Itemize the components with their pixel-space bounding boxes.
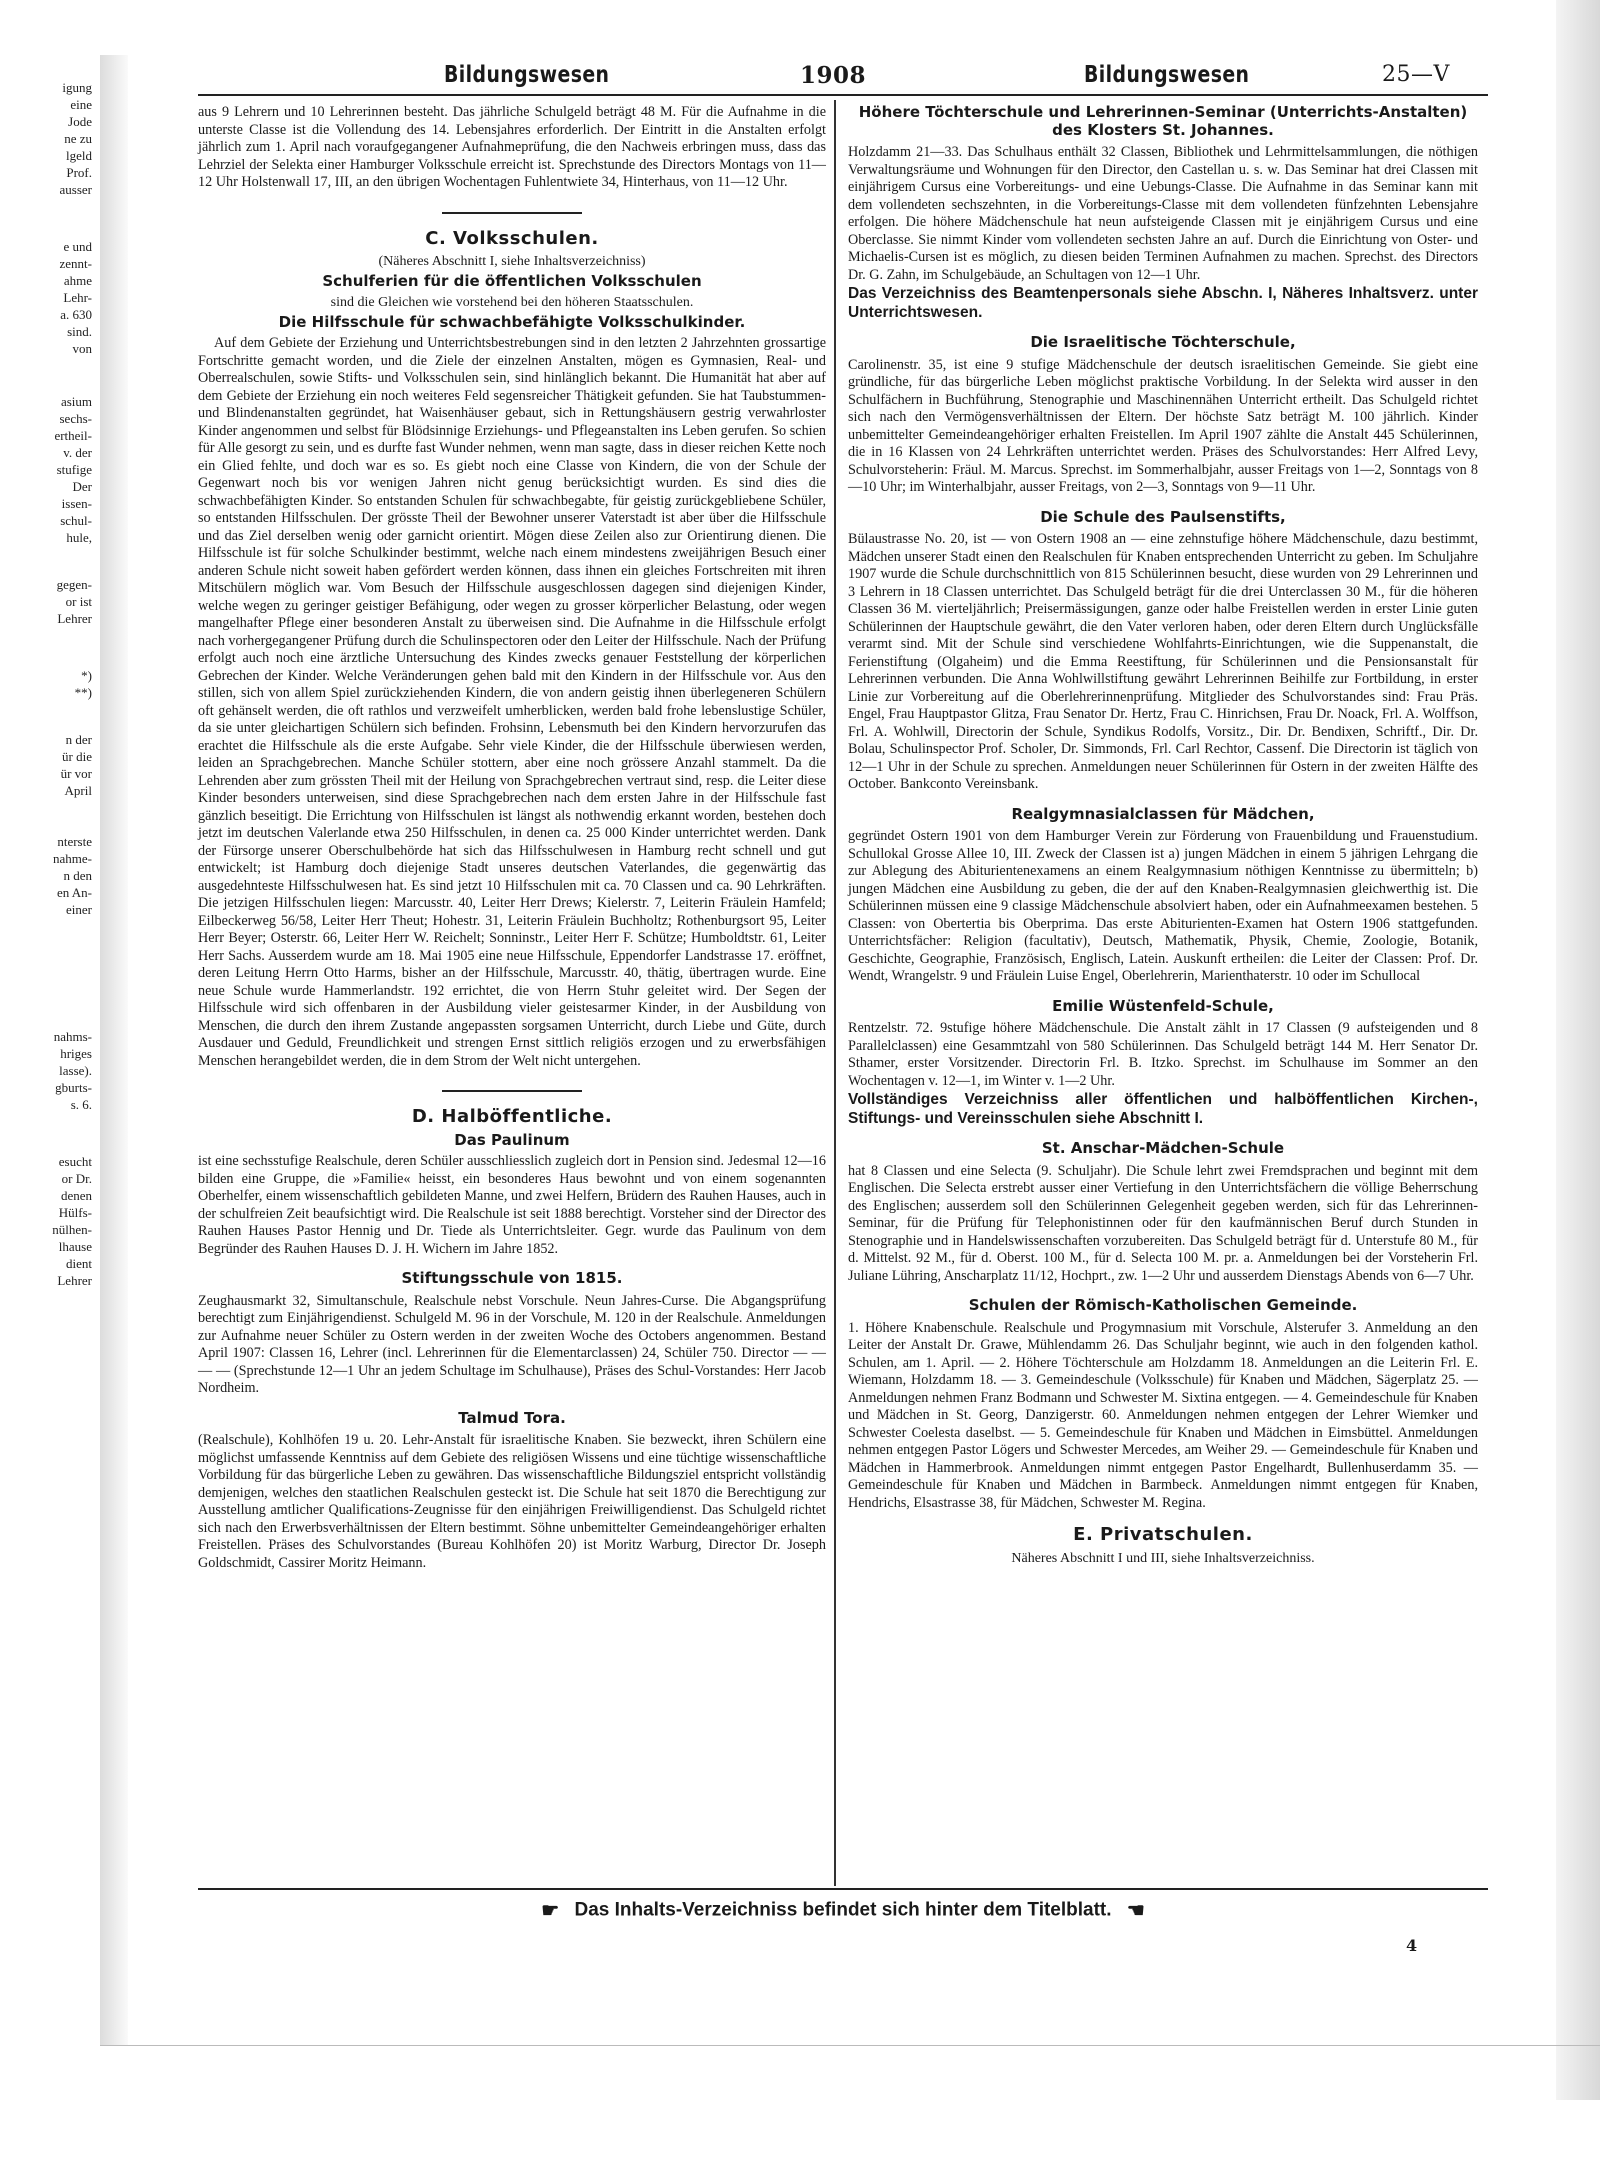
- ferien-note: sind die Gleichen wie vorstehend bei den höheren Staatsschulen.: [330, 295, 694, 310]
- previous-page-text-fragment: hule,: [66, 530, 92, 545]
- header-page-ref: 25—V: [1382, 62, 1450, 87]
- previous-page-text-fragment: issen-: [61, 496, 92, 511]
- previous-page-text-fragment: denen: [60, 1188, 92, 1203]
- wuestenfeld-heading: Emilie Wüstenfeld-Schule,: [1052, 996, 1274, 1015]
- previous-page-text-fragment: Hülfs-: [58, 1205, 92, 1220]
- section-d-heading: D. Halböffentliche.: [411, 1106, 613, 1127]
- anschar-heading: St. Anschar-Mädchen-Schule: [1041, 1139, 1285, 1157]
- gutter-shadow: [100, 55, 128, 2045]
- previous-page-text-fragment: Lehrer: [57, 1273, 92, 1288]
- hilfsschule-text: Auf dem Gebiete der Erziehung und Unterrichtsbestrebungen sind in den letzten 2 Jahrzehnten grossartige Fortschritte gemacht worden, und die Ziele der einzelnen Anstalten, mögen es Gymnasien, Real- und Oberrealschulen, sowie Stifts- und Volksschulen sein, sind hinlänglich bekannt. Die Humanität hat aber auf dem Gebiete der Erziehung ein noch weiteres Feld segensreicher Thätigkeit gefunden. Sie hat Taubstummen- und Blindenanstalten gegründet, hat Waisenhäuser gebaut, sich in Rettungshäusern gestrig verwahrloster Kinder angenommen und selbst für Blödsinnige Erziehungs- und Pflegeanstalten ins Leben gerufen. So schien für Alle gesorgt zu sein, und es durfte fast Wunder nehmen, wenn man sagte, dass in dieser reichen Kette noch ein Glied fehlte, und doch war es so. Es giebt noch eine Classe von Kindern, die von der Schule der Gegenwart noch bis vor wenigen Jahren nicht genug berücksichtigt wurden. Es sind dies die schwachbefähigten Kinder. So entstanden Schulen für schwachbegabte, für geistig zurückgebliebene Schüler, so entstanden Hilfsschulen. Der grösste Theil der Bewohner unserer Vaterstadt ist aber über die Hilfsschule und das Ziel derselben wenig oder garnicht orientirt. Mögen diese Zeilen also zur Orientirung dienen. Die Hilfsschule ist für solche Schulkinder bestimmt, welche nach einem mindestens zweijährigen Besuch einer anderen Schule nicht soweit haben gefördert werden können, dass ihnen ein gleiches Fortschreiten mit ihren Mitschülern möglich war. Vom Besuch der Hilfsschule ausgeschlossen dagegen sind diejenigen Kinder, welche wegen zu geringer geistiger Befähigung, oder wegen zu grosser körperlicher Belastung, oder wegen mangelhafter Pflege einer besonderen Anstalt zu überweisen sind. Die Aufnahme in die Hilfsschule erfolgt nach vorhergegangener Prüfung durch die Schulinspectoren oder den Leiter der Hilfsschule. Nach der Prüfung erfolgt auch noch eine ärztliche Untersuchung des Kindes zwecks genauer Feststellung der körperlichen Gebrechen der Kinder. Welche Veränderungen gehen bald mit den Kindern in der Hilfsschule vor. Aus den stillen, sich von allem Spiel zurückziehenden Kindern, die von andern geistig ihnen überlegeneren Schülern oft gehänselt werden, die oft rathlos und verzweifelt umherblicken, werden bald frohe lebenslustige Schüler, da sie unter gleichartigen Schülern sich befinden. Frohsinn, Lebensmuth bei den Kindern hervorzurufen das erachtet die Hilfsschule als die erste Aufgabe. Sehr viele Kinder, die der Hilfsschule überwiesen werden, leiden an Sprachgebrechen. Manche Schüler stottern, aber eine noch grössere Anzahl stammelt. Da die Lehrenden aber zum grössten Theil mit der Heilung von Sprachgebrechen vertraut sind, resp. die Leiter diese Kinder besonders unterweisen, sind diese Sprachgebrechen nach dem ersten Jahre in der Hilfsschule fast gänzlich beseitigt. Die Errichtung von Hilfsschulen ist längst als nothwendig erkannt worden, bestehen doch jetzt im deutschen Valerlande etwa 250 Hilfsschulen, in denen ca. 25 000 Kinder unterrichtet werden. Dank der Fürsorge unserer Oberschulbehörde hat sich das Hilfsschulwesen in Hamburg recht schnell und gut entwickelt; ist Hamburg doch diejenige Stadt unseres deutschen Vaterlandes, die gegenwärtig das ausgedehnteste Hilfsschulwesen hat. Es sind jetzt 10 Hilfsschulen mit ca. 70 Classen und ca. 90 Lehrkräften. Die jetzigen Hilfsschulen liegen: Marcusstr. 40, Leiter Herr Drews; Kielerstr. 7, Leiterin Fräulein Hamfeld; Eilbeckerweg 56/58, Leiter Herr Theut; Hohestr. 31, Leiterin Fräulein Buchholtz; Rothenburgsort 95, Leiter Herr Beyer; Osterstr. 66, Leiter Herr W. Reichelt; Sonninstr., Leiter Herr F. Schütze; Humboldtstr. 61, Leiter Herr Sachs. Ausserdem wurde am 18. Mai 1905 eine neue Hilfsschule, Eppendorfer Landstrasse 17. eröffnet, deren Leitung Herrn Otto Harms, bisher an der Hilfsschule, Marcusstr. 40, thätig, übertragen wurde. Eine neue Schule wurde Hammerlandstr. 192 errichtet, die von Herrn Stuhr geleitet wird. Der Segen der Hilfsschule wird sich offenbaren in der Ausbildung vieler geistesarmer Kinder, in der Ausbildung von Menschen, die durch den ihrem Zustande angepassten sorgsamen Unterricht, durch Liebe und Güte, durch Ausdauer und Geduld, Freundlichkeit und strengen Ernst sittlich religiös erzogen und zu erwerbsfähigen Menschen herangebildet werden, die in dem Strom der Welt nicht untergehen.: [198, 335, 826, 1069]
- paulsenstift-text: Bülaustrasse No. 20, ist — von Ostern 1908 an — eine zehnstufige höhere Mädchenschule, dazu bestimmt, Mädchen unserer Stadt einen den Realschulen für Knaben entsprechenden Unterricht zu geben. Im Schuljahre 1907 wurde die Schule durchschnittlich von 815 Schülerinnen besucht, diese wurden von 29 Lehrerinnen und 3 Lehrern in 18 Classen unterrichtet. Das Schulgeld beträgt für die drei Unterclassen 30 M., für die höheren Classen 36 M. vierteljährlich; Preisermässigungen, ganze oder halbe Freistellen werden in erster Linie guten Schülerinnen der Hauptschule gewährt, die den Vater verloren haben, oder deren Eltern durch Unglücksfälle verarmt sind. Mit der Schule sind verschiedene Wohlfahrts-Einrichtungen, wie die Suppenanstalt, die Ferienstiftung (Olgaheim) und die Emma Reestiftung, für Schülerinnen und die Pensionsanstalt für Lehrerinnen verbunden. Die Anna Wohlwillstiftung gewährt Lehrerinnen Beihilfe zur Fortbildung, in erster Linie zur Vorbereitung auf die Oberlehrerinnenprüfung. Mitglieder des Schulvorstandes sind: Frau Präs. Engel, Frau Hauptpastor Glitza, Frau Senator Dr. Hertz, Frau C. Hinrichsen, Frau Dr. Noack, Frl. A. Wolffson, Frl. A. Wohlwill, Directorin der Schule, Syndikus Rodolfs, Vorsitz., Dir. Dr. Bendixen, Schriftf., Dir. Dr. Bolau, Schulinspector Prof. Scholer, Dr. Simmonds, Frl. Carl Rechtor, Cassenf. Die Directorin ist täglich von 12—1 Uhr in der Schule zu sprechen. Anmeldungen neuer Schülerinnen für Ostern in der zweiten Hälfte des October. Bankconto Vereinsbank.: [848, 531, 1478, 792]
- previous-page-text-fragment: lgeld: [66, 148, 92, 163]
- header-rule: [198, 94, 1488, 96]
- section-e-note: Näheres Abschnitt I und III, siehe Inhaltsverzeichniss.: [1011, 1550, 1315, 1566]
- realgymnasial-heading: Realgymnasialclassen für Mädchen,: [1011, 804, 1315, 823]
- previous-page-text-fragment: von: [72, 341, 92, 356]
- johannes-text: Holzdamm 21—33. Das Schulhaus enthält 32 Classen, Bibliothek und Lehrmittelsammlungen, die nöthigen Verwaltungsräume und Wohnungen für den Director, den Castellan u. s. w. Das Seminar hat drei Classen mit einjährigem Cursus eine Vorbereitungs- und eine Uebungs-Classe. Die Aufnahme in das Seminar kann mit dem vollendeten sechszehnten, in die Vorbereitungs-Classe mit dem vollendeten fünfzehnten Lebensjahre erfolgen. Die höhere Mädchenschule hat neun aufsteigende Classen mit je einjährigem Cursus und eine Oberclasse. Sie nimmt Kinder vom vollendeten sechsten Jahre an auf. Durch die Einrichtung von Oster- und Michaelis-Cursen ist es möglich, zu diesen beiden Terminen Aufnahmen zu machen. Sprechst. des Directors Dr. G. Zahn, im Schulgebäude, an Schultagen von 12—1 Uhr.: [848, 144, 1478, 283]
- scan-bottom-edge: [100, 2045, 1600, 2046]
- intro-paragraph: aus 9 Lehrern und 10 Lehrerinnen besteht. Das jährliche Schulgeld beträgt 48 M. Für die Aufnahme in die unterste Classe ist die Vollendung des 14. Lebensjahres erforderlich. Der Eintritt in die Anstalten erfolgt jährlich zum 1. April nach voraufgegangener Aufnahmeprüfung, die den Nachweis erbringen muss, dass das Lehrziel der Selekta einer Hamburger Volksschule erreicht ist. Sprechstunde des Directors Montags von 11—12 Uhr Holstenwall 17, III, an den übrigen Wochentagen Fuhlentwiete 34, Hinterhaus, von 11—12 Uhr.: [198, 104, 826, 190]
- complete-list-notice: Vollständiges Verzeichniss aller öffentlichen und halböffentlichen Kirchen-, Stiftungs- und Vereinsschulen siehe Abschnitt I.: [848, 1091, 1478, 1127]
- talmud-tora-text: (Realschule), Kohlhöfen 19 u. 20. Lehr-Anstalt für israelitische Knaben. Sie bezweckt, ihren Schülern eine möglichst umfassende Kenntniss auf dem Gebiete des religiösen Wissens und eine tüchtige wissenschaftliche Vorbildung für das bürgerliche Leben zu gewähren. Das wissenschaftliche Bildungsziel entspricht vollständig demjenigen, welches den staatlichen Realschulen gesteckt ist. Die Schule hat seit 1870 die Berechtigung zur Ausstellung amtlicher Qualifications-Zeugnisse für den einjährigen Freiwilligendienst. Das Schulgeld richtet sich nach den Erwerbsverhältnissen der Eltern bestimmt. Söhne unbemittelter Gemeindeangehöriger erhalten Freistellen. Präses des Schulvorstandes (Bureau Kohlhöfen 20) ist Moritz Warburg, Director Dr. Joseph Goldschmidt, Cassirer Moritz Heimann.: [198, 1432, 826, 1571]
- previous-page-text-fragment: nülhen-: [52, 1222, 92, 1237]
- previous-page-text-fragment: v. der: [63, 445, 92, 460]
- section-e-heading: E. Privatschulen.: [1073, 1524, 1253, 1545]
- left-column: [198, 104, 826, 1572]
- previous-page-text-fragment: igung: [62, 80, 92, 95]
- previous-page-text-fragment: n den: [63, 868, 92, 883]
- footer-notice: [198, 1888, 1488, 1924]
- ferien-heading: Schulferien für die öffentlichen Volksschulen: [322, 271, 702, 290]
- previous-page-text-fragment: n der: [65, 732, 92, 747]
- section-c-note: (Näheres Abschnitt I, siehe Inhaltsverzeichniss): [378, 254, 646, 269]
- previous-page-text-fragment: Lehrer: [57, 611, 92, 626]
- header-right-title: Bildungswesen: [1084, 62, 1250, 88]
- header-left-title: Bildungswesen: [444, 62, 610, 88]
- previous-page-text-fragment: gegen-: [56, 577, 92, 592]
- previous-page-text-fragment: en An-: [56, 885, 92, 900]
- hilfsschule-heading: Die Hilfsschule für schwachbefähigte Volksschulkinder.: [278, 312, 746, 331]
- previous-page-text-fragment: e und: [63, 239, 92, 254]
- previous-page-text-fragment: ür die: [62, 749, 92, 764]
- talmud-tora-heading: Talmud Tora.: [458, 1408, 566, 1427]
- page-number: 4: [1406, 1936, 1418, 1955]
- previous-page-text-fragment: April: [64, 783, 92, 798]
- israel-text: Carolinenstr. 35, ist eine 9 stufige Mädchenschule der deutsch israelitischen Gemeinde. Sie giebt eine gründliche, für das bürgerliche Leben möglichst praktische Vorbildung. In der Selekta wird ausser in den Schulfächern in Buchführung, Stenographie und Maschinennähen Unterricht ertheilt. Das Schulgeld richtet sich nach den Vermögensverhältnissen der Eltern. Der höchste Satz beträgt M. 100 jährlich. Kinder unbemittelter Gemeindeangehöriger erhalten Freistellen. Im April 1907 zählte die Anstalt 445 Schülerinnen, die in 16 Klassen von 24 Lehrkräften unterrichtet werden. Präses des Schulvorstandes: Herr Alfred Levy, Schulvorsteherin: Fräul. M. Marcus. Sprechst. im Sommerhalbjahr, ausser Freitags von 1—2, Sonntags von 8—10 Uhr; im Winterhalbjahr, ausser Freitags, von 2—3, Sonntags von 9—11 Uhr.: [848, 356, 1478, 495]
- stiftungsschule-heading: Stiftungsschule von 1815.: [401, 1269, 623, 1287]
- previous-page-text-fragment: Jode: [68, 114, 92, 129]
- previous-page-text-fragment: **): [74, 685, 92, 700]
- previous-page-text-fragment: or Dr.: [61, 1171, 92, 1186]
- previous-page-text-fragment: esucht: [58, 1154, 92, 1169]
- previous-page-text-fragment: asium: [60, 394, 92, 409]
- previous-page-fragment: [0, 55, 102, 2045]
- anschar-text: hat 8 Classen und eine Selecta (9. Schuljahr). Die Schule lehrt zwei Fremdsprachen und beginnt mit dem Englischen. Die Selecta erstrebt ausser einer Vertiefung in den Unterrichtsfächern die völlige Beherrschung des Englischen; ausserdem soll den Schülerinnen Gelegenheit gegeben werden, sich für das Lehrerinnen-Seminar, für die Prüfung für Telephonistinnen oder für den kaufmännischen Beruf durch Stunden in Stenographie und in Handelswissenschaften vorzubereiten. Das Schulgeld beträgt für d. Unterstufe 80 M., für d. Mittelst. 92 M., für d. Oberst. 100 M., für d. Selecta 100 M. pr. a. Anmeldungen bei der Vorsteherin Frl. Juliane Lühring, Anscharplatz 11/12, Hochprt., zw. 1—2 Uhr und ausserdem Dienstags Abends von 6—7 Uhr.: [848, 1162, 1478, 1284]
- previous-page-text-fragment: schul-: [60, 513, 92, 528]
- previous-page-text-fragment: nahms-: [53, 1029, 92, 1044]
- paulinum-text: ist eine sechsstufige Realschule, deren Schüler ausschliesslich zugleich dort in Pension sind. Jedesmal 12—16 bilden eine Gruppe, die »Familie« heisst, ein besonderes Haus bewohnt und von einem sogenannten Oberhelfer, einem wissenschaftlich gebildeten Manne, und zwei Helfern, Brüdern des Rauhen Hauses, auch in der schulfreien Zeit beaufsichtigt wird. Die Realschule ist seit 1888 berechtigt. Vorsteher sind der Director des Rauhen Hauses Pastor Hennig und Dr. Tiede als Unterrichtsleiter. Gegr. wurde das Paulinum von dem Begründer des Rauhen Hauses D. J. H. Wichern im Jahre 1852.: [198, 1153, 826, 1257]
- johannes-heading: Höhere Töchterschule und Lehrerinnen-Seminar (Unterrichts-Anstalten) des Klosters St. Johannes.: [858, 103, 1468, 139]
- pointing-hand-right-icon: ☛: [541, 1900, 560, 1922]
- previous-page-text-fragment: Lehr-: [63, 290, 92, 305]
- previous-page-text-fragment: ne zu: [64, 131, 92, 146]
- previous-page-text-fragment: lhause: [58, 1239, 92, 1254]
- previous-page-text-fragment: ahme: [63, 273, 92, 288]
- column-divider: [834, 100, 836, 1886]
- previous-page-text-fragment: stufige: [56, 462, 92, 477]
- johannes-notice: Das Verzeichniss des Beamtenpersonals siehe Abschn. I, Näheres Inhaltsverz. unter Unterrichtswesen.: [848, 285, 1478, 321]
- previous-page-text-fragment: Prof.: [66, 165, 92, 180]
- pointing-hand-left-icon: ☚: [1126, 1900, 1145, 1922]
- previous-page-text-fragment: dient: [66, 1256, 92, 1271]
- previous-page-text-fragment: lasse).: [59, 1063, 92, 1078]
- previous-page-text-fragment: zennt-: [59, 256, 92, 271]
- page-header: [128, 56, 1488, 92]
- previous-page-text-fragment: a. 630: [60, 307, 92, 322]
- catholic-schools-text: 1. Höhere Knabenschule. Realschule und Progymnasium mit Vorschule, Alsterufer 3. Anmeldung an den Leiter der Anstalt Dr. Grawe, Mühlendamm 26. Das Schuljahr beginnt, wie auch in den folgenden kathol. Schulen, am 1. April. — 2. Höhere Töchterschule am Holzdamm 18. Anmeldungen an die Leiterin Frl. E. Wiemann, Holzdamm 18. — 3. Gemeindeschule (Volksschule) für Knaben und Mädchen, Sägerplatz 25. — Anmeldungen nehmen Franz Bodmann und Schwester M. Sixtina entgegen. — 4. Gemeindeschule für Knaben und Mädchen in St. Georg, Danzigerstr. 60. Anmeldungen nehmen entgegen der Lehrer Wiemker und Schwester Coelesta daselbst. — 5. Gemeindeschule für Knaben und Mädchen in Eimsbüttel. Anmeldungen nehmen entgegen Pastor Lögers und Schwester Mercedes, am Weiher 29. — Gemeindeschule für Knaben und Mädchen in Hammerbrook. Anmeldungen nimmt entgegen Pastor Engelhardt, Bullenhuserdamm 35. — Gemeindeschule für Knaben und Mädchen in Barmbeck. Anmeldungen nimmt entgegen für Knaben, Hendrichs, Elsastrasse 38, für Mädchen, Schwester M. Regina.: [848, 1319, 1478, 1511]
- previous-page-text-fragment: einer: [66, 902, 92, 917]
- section-c-heading: C. Volksschulen.: [425, 227, 599, 249]
- previous-page-text-fragment: or ist: [65, 594, 92, 609]
- previous-page-text-fragment: eine: [70, 97, 92, 112]
- previous-page-text-fragment: nahme-: [53, 851, 92, 866]
- footer-notice-text: Das Inhalts-Verzeichniss befindet sich hinter dem Titelblatt.: [574, 1899, 1112, 1921]
- header-year: 1908: [800, 62, 867, 89]
- paulinum-heading: Das Paulinum: [454, 1130, 570, 1149]
- previous-page-text-fragment: ertheil-: [54, 428, 92, 443]
- previous-page-text-fragment: *): [81, 668, 92, 683]
- paulsenstift-heading: Die Schule des Paulsenstifts,: [1040, 507, 1286, 526]
- previous-page-text-fragment: nterste: [57, 834, 92, 849]
- section-rule: [442, 1090, 582, 1092]
- previous-page-text-fragment: ausser: [59, 182, 92, 197]
- previous-page-text-fragment: hriges: [60, 1046, 92, 1061]
- previous-page-text-fragment: sind.: [67, 324, 92, 339]
- realgymnasial-text: gegründet Ostern 1901 von dem Hamburger Verein zur Förderung von Frauenbildung und Frauenstudium. Schullokal Grosse Allee 10, III. Zweck der Classen ist a) jungen Mädchen in einem 5 jährigen Lehrgang die zur Ablegung des Abiturientenexamens an einem Realgymnasium nöthigen Kenntnisse zu übermitteln; b) jungen Mädchen eine Ausbildung zu geben, die der auf den Knaben-Realgymnasien gleichwerthig ist. Die Schülerinnen müssen eine 9 classige Mädchenschule absolviert haben, oder ein Aufnahmeexamen bestehen. 5 Classen: von Obertertia bis Oberprima. Das erste Abiturienten-Examen hat Ostern 1906 stattgefunden. Unterrichtsfächer: Religion (facultativ), Deutsch, Mathematik, Physik, Chemie, Zoologie, Botanik, Geschichte, Geographie, Französisch, Englisch, Latein. Auskunft ertheilen: die Leiter der Classen: Prof. Dr. Wendt, Wrangelstr. 9 und Fräulein Luise Engel, Oberlehrerin, Marienthaterstr. 10 oder im Schullocal: [848, 828, 1478, 984]
- stiftungsschule-text: Zeughausmarkt 32, Simultanschule, Realschule nebst Vorschule. Neun Jahres-Curse. Die Abgangsprüfung berechtigt zum Einjährigendienst. Schulgeld M. 96 in der Vorschule, M. 120 in der Realschule. Anmeldungen zur Aufnahme neuer Schüler zu Ostern werden in der zweiten Woche des Octobers angenommen. Bestand April 1907: Classen 16, Lehrer (incl. Lehrerinnen für die Elementarclassen) 24, Schüler 750. Director — — — — (Sprechstunde 12—1 Uhr an jedem Schultage im Schulhause), Präses des Schul-Vorstandes: Herr Jacob Nordheim.: [198, 1292, 826, 1396]
- previous-page-text-fragment: s. 6.: [70, 1097, 92, 1112]
- previous-page-text-fragment: sechs-: [59, 411, 92, 426]
- right-column: [848, 104, 1478, 1569]
- israel-heading: Die Israelitische Töchterschule,: [1030, 333, 1296, 351]
- previous-page-text-fragment: gburts-: [55, 1080, 92, 1095]
- page-edge: [1556, 0, 1600, 2100]
- wuestenfeld-text: Rentzelstr. 72. 9stufige höhere Mädchenschule. Die Anstalt zählt in 17 Classen (9 aufsteigenden und 8 Parallelclassen) eine Gesammtzahl von 580 Schülerinnen. Das Schulgeld beträgt 144 M. Herr Senator Dr. Sthamer, erster Vorsitzender. Directorin Frl. B. Itzko. Sprechst. im Schulhause im Sommer an den Wochentagen v. 12—1, im Winter v. 1—2 Uhr.: [848, 1020, 1478, 1089]
- catholic-schools-heading: Schulen der Römisch-Katholischen Gemeinde.: [968, 1296, 1358, 1314]
- newspaper-page: [128, 50, 1488, 2050]
- section-rule: [442, 212, 582, 214]
- previous-page-text-fragment: ür vor: [60, 766, 92, 781]
- previous-page-text-fragment: Der: [72, 479, 92, 494]
